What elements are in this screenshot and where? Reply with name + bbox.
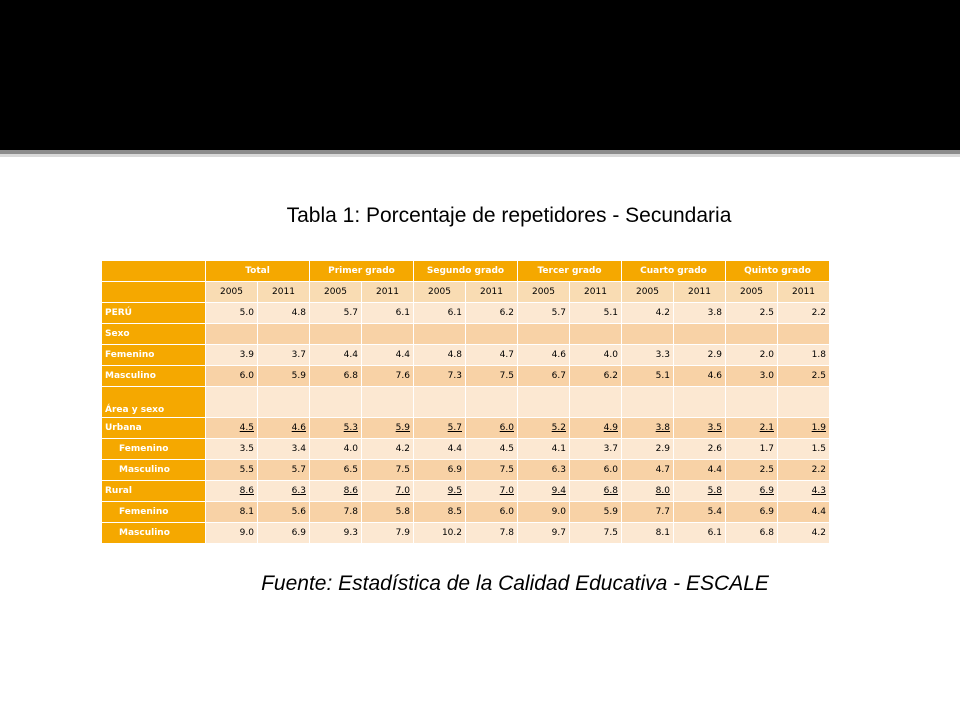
table-cell: 4.6	[258, 418, 310, 439]
table-cell	[310, 324, 362, 345]
table-cell: 6.2	[466, 303, 518, 324]
table-cell	[778, 324, 830, 345]
table-cell: 4.5	[466, 439, 518, 460]
table-cell: 4.3	[778, 481, 830, 502]
table-cell	[414, 324, 466, 345]
table-cell: 5.4	[674, 502, 726, 523]
table-cell: 2.9	[622, 439, 674, 460]
table-row	[102, 481, 830, 502]
table-cell: 7.5	[362, 460, 414, 481]
year-header: 2011	[570, 282, 622, 303]
year-header: 2011	[362, 282, 414, 303]
table-cell: 3.8	[674, 303, 726, 324]
table-cell: 7.6	[362, 366, 414, 387]
table-cell: 9.0	[206, 523, 258, 544]
row-label: Área y sexo	[102, 387, 206, 418]
table-cell: 4.6	[674, 366, 726, 387]
row-label: Masculino	[102, 366, 206, 387]
table-cell: 6.9	[414, 460, 466, 481]
table-cell: 2.5	[726, 460, 778, 481]
table-cell: 2.1	[726, 418, 778, 439]
table-cell	[674, 324, 726, 345]
table-cell: 2.5	[778, 366, 830, 387]
table-cell: 4.9	[570, 418, 622, 439]
table-row	[102, 345, 830, 366]
table-cell: 4.5	[206, 418, 258, 439]
table-cell: 5.6	[258, 502, 310, 523]
year-header: 2005	[622, 282, 674, 303]
row-label: Femenino	[102, 345, 206, 366]
table-cell: 5.9	[258, 366, 310, 387]
table-cell: 6.3	[518, 460, 570, 481]
table-cell	[518, 387, 570, 418]
year-header: 2005	[310, 282, 362, 303]
table-cell: 4.1	[518, 439, 570, 460]
table-row	[102, 439, 830, 460]
table-cell: 7.5	[466, 366, 518, 387]
table-cell: 5.1	[570, 303, 622, 324]
table-cell: 2.2	[778, 303, 830, 324]
table-cell: 8.1	[622, 523, 674, 544]
table-cell: 8.5	[414, 502, 466, 523]
table-cell: 7.7	[622, 502, 674, 523]
table-cell: 6.2	[570, 366, 622, 387]
table-cell: 3.7	[570, 439, 622, 460]
row-label: Sexo	[102, 324, 206, 345]
row-label: Femenino	[102, 439, 206, 460]
table-cell: 3.3	[622, 345, 674, 366]
header-corner	[102, 261, 206, 282]
table-cell: 4.8	[414, 345, 466, 366]
group-header: Quinto grado	[726, 261, 830, 282]
table-cell: 4.4	[310, 345, 362, 366]
table-cell: 9.5	[414, 481, 466, 502]
table-cell: 7.5	[570, 523, 622, 544]
table-row	[102, 502, 830, 523]
year-header: 2011	[778, 282, 830, 303]
divider-line-light	[0, 154, 960, 157]
table-cell: 5.3	[310, 418, 362, 439]
row-label: Masculino	[102, 460, 206, 481]
table-cell: 3.9	[206, 345, 258, 366]
table-cell: 5.9	[570, 502, 622, 523]
table-cell: 4.4	[778, 502, 830, 523]
row-label: Masculino	[102, 523, 206, 544]
year-header: 2011	[674, 282, 726, 303]
table-cell: 7.0	[466, 481, 518, 502]
table-cell	[726, 324, 778, 345]
table-cell: 8.0	[622, 481, 674, 502]
table-cell: 5.7	[310, 303, 362, 324]
table-row	[102, 418, 830, 439]
table-row	[102, 324, 830, 345]
table-cell: 3.7	[258, 345, 310, 366]
table-cell: 5.7	[258, 460, 310, 481]
table-cell: 5.7	[518, 303, 570, 324]
group-header: Primer grado	[310, 261, 414, 282]
table-cell: 3.0	[726, 366, 778, 387]
table-cell: 4.7	[622, 460, 674, 481]
table-cell	[570, 387, 622, 418]
year-header: 2005	[518, 282, 570, 303]
row-label: Rural	[102, 481, 206, 502]
table-cell: 6.9	[258, 523, 310, 544]
table-cell: 6.3	[258, 481, 310, 502]
table-cell: 4.4	[414, 439, 466, 460]
repeaters-table	[101, 260, 830, 544]
table-cell: 6.0	[466, 418, 518, 439]
title-bar-background	[0, 0, 960, 150]
table-cell: 6.0	[466, 502, 518, 523]
table-title: Tabla 1: Porcentaje de repetidores - Secundaria	[286, 204, 732, 227]
table-row	[102, 523, 830, 544]
table-row	[102, 303, 830, 324]
group-header: Tercer grado	[518, 261, 622, 282]
table-cell: 1.8	[778, 345, 830, 366]
year-header: 2005	[726, 282, 778, 303]
table-cell	[206, 324, 258, 345]
table-cell: 4.4	[362, 345, 414, 366]
table-cell: 5.0	[206, 303, 258, 324]
table-cell: 8.6	[206, 481, 258, 502]
table-cell	[414, 387, 466, 418]
table-cell: 3.4	[258, 439, 310, 460]
table-cell: 6.7	[518, 366, 570, 387]
table-row	[102, 387, 830, 418]
table-cell: 4.0	[570, 345, 622, 366]
table-cell: 7.3	[414, 366, 466, 387]
table-cell: 6.5	[310, 460, 362, 481]
source-caption: Fuente: Estadística de la Calidad Educativa - ESCALE	[261, 572, 769, 595]
table-cell: 7.9	[362, 523, 414, 544]
table-cell	[362, 387, 414, 418]
table-cell: 8.6	[310, 481, 362, 502]
table-cell: 2.5	[726, 303, 778, 324]
table-cell: 4.7	[466, 345, 518, 366]
table-cell: 10.2	[414, 523, 466, 544]
row-label: PERÚ	[102, 303, 206, 324]
group-header-row	[102, 261, 830, 282]
table-cell: 8.1	[206, 502, 258, 523]
table-cell: 9.4	[518, 481, 570, 502]
group-header: Cuarto grado	[622, 261, 726, 282]
table-cell: 5.9	[362, 418, 414, 439]
table-cell: 6.0	[206, 366, 258, 387]
table-cell: 6.1	[414, 303, 466, 324]
table-cell	[258, 387, 310, 418]
year-header: 2005	[206, 282, 258, 303]
table-cell: 5.1	[622, 366, 674, 387]
year-header: 2011	[258, 282, 310, 303]
table-cell: 1.5	[778, 439, 830, 460]
table-cell: 7.8	[466, 523, 518, 544]
year-header: 2005	[414, 282, 466, 303]
table-cell: 9.7	[518, 523, 570, 544]
table-cell	[726, 387, 778, 418]
table-cell: 6.9	[726, 481, 778, 502]
table-cell: 3.8	[622, 418, 674, 439]
table-row	[102, 460, 830, 481]
row-label: Femenino	[102, 502, 206, 523]
table-cell: 2.0	[726, 345, 778, 366]
table-cell: 6.0	[570, 460, 622, 481]
table-cell: 7.8	[310, 502, 362, 523]
table-cell	[362, 324, 414, 345]
table-cell: 4.2	[778, 523, 830, 544]
table-cell	[622, 324, 674, 345]
table-cell: 4.0	[310, 439, 362, 460]
table-cell	[518, 324, 570, 345]
table-cell: 5.7	[414, 418, 466, 439]
table-row	[102, 366, 830, 387]
table-cell	[570, 324, 622, 345]
table-cell: 1.9	[778, 418, 830, 439]
table-cell	[674, 387, 726, 418]
table-cell	[622, 387, 674, 418]
table-cell: 2.2	[778, 460, 830, 481]
table-cell: 4.8	[258, 303, 310, 324]
table-cell: 4.2	[362, 439, 414, 460]
table-cell: 4.2	[622, 303, 674, 324]
table-cell	[466, 324, 518, 345]
table-cell: 4.6	[518, 345, 570, 366]
table-cell	[310, 387, 362, 418]
table-cell: 9.3	[310, 523, 362, 544]
table-cell: 7.0	[362, 481, 414, 502]
header-corner	[102, 282, 206, 303]
table-cell	[466, 387, 518, 418]
table-cell: 1.7	[726, 439, 778, 460]
table-cell: 3.5	[674, 418, 726, 439]
table-cell	[206, 387, 258, 418]
table-cell	[258, 324, 310, 345]
table-cell	[778, 387, 830, 418]
table-cell: 6.8	[310, 366, 362, 387]
row-label: Urbana	[102, 418, 206, 439]
table-cell: 3.5	[206, 439, 258, 460]
group-header: Segundo grado	[414, 261, 518, 282]
table-cell: 5.8	[674, 481, 726, 502]
table-cell: 6.1	[674, 523, 726, 544]
table-cell: 6.9	[726, 502, 778, 523]
table-cell: 2.9	[674, 345, 726, 366]
table-cell: 7.5	[466, 460, 518, 481]
table-cell: 5.8	[362, 502, 414, 523]
table-cell: 9.0	[518, 502, 570, 523]
table-cell: 6.8	[570, 481, 622, 502]
table-cell: 6.8	[726, 523, 778, 544]
table-cell: 5.5	[206, 460, 258, 481]
year-header: 2011	[466, 282, 518, 303]
table-cell: 2.6	[674, 439, 726, 460]
table-cell: 6.1	[362, 303, 414, 324]
year-header-row	[102, 282, 830, 303]
table-cell: 4.4	[674, 460, 726, 481]
table-cell: 5.2	[518, 418, 570, 439]
group-header: Total	[206, 261, 310, 282]
